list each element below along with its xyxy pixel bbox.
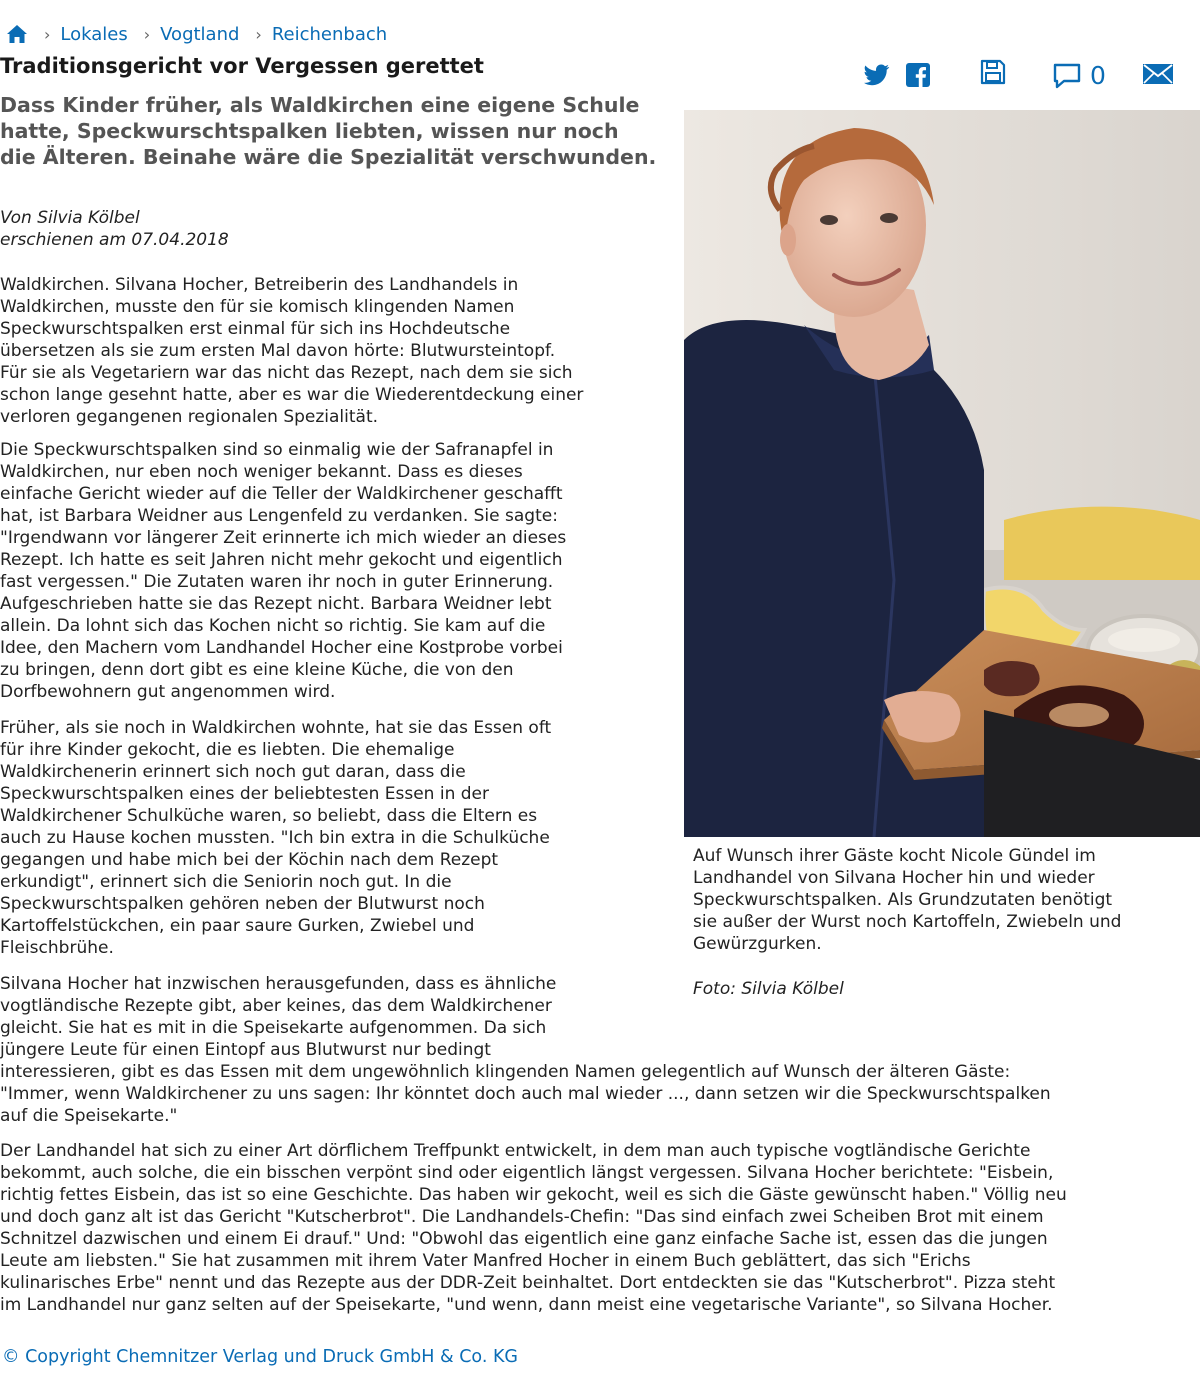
text-line: Waldkirchenerin erinnert sich noch gut daran, dass die	[0, 762, 466, 782]
text-line: Silvana Hocher hat inzwischen herausgefunden, dass es ähnliche	[0, 974, 557, 994]
caption-line: Landhandel von Silvana Hocher hin und wieder	[693, 868, 1095, 888]
twitter-share-button[interactable]	[864, 64, 890, 86]
text-line: verloren gegangenen regionalen Spezialität.	[0, 407, 379, 427]
caption-line: Auf Wunsch ihrer Gäste kocht Nicole Gündel im	[693, 846, 1096, 866]
comment-count: 0	[1090, 61, 1106, 90]
text-line: auch zu Hause kochen mussten. "Ich bin extra in die Schulküche	[0, 828, 550, 848]
text-line: übersetzen als sie zum ersten Mal davon hörte: Blutwursteintopf.	[0, 341, 556, 361]
breadcrumb	[6, 20, 401, 48]
paragraph-1	[0, 274, 583, 428]
text-line: auf die Speisekarte."	[0, 1106, 178, 1126]
mail-icon	[1142, 63, 1174, 85]
text-line: Waldkirchener Schulküche waren, so beliebt, dass die Eltern es	[0, 806, 538, 826]
publish-date: erschienen am 07.04.2018	[0, 230, 229, 250]
text-line: bekommt, auch solche, die ein bisschen verpönt sind oder eigentlich längst vergessen. Silvana Hocher berichtete: "Eisbein,	[0, 1163, 1054, 1183]
photo-illustration	[684, 110, 1200, 837]
text-line: gegangen und habe mich bei der Köchin nach dem Rezept	[0, 850, 499, 870]
photo-credit: Foto: Silvia Kölbel	[693, 979, 844, 999]
text-line: im Landhandel nur ganz selten auf der Speisekarte, "und wenn, dann meist eine vegetarische Variante", so Silvana Hocher.	[0, 1295, 1053, 1315]
article-meta	[0, 207, 229, 251]
comments-button[interactable]	[1052, 61, 1106, 90]
text-line: richtig fettes Eisbein, das ist so eine Geschichte. Das haben wir gekocht, weil es sich die Gäste gewünscht haben." Völlig neu	[0, 1185, 1067, 1205]
text-line: Kartoffelstückchen, ein paar saure Gurken, Zwiebel und	[0, 916, 475, 936]
text-line: "Irgendwann vor längerer Zeit erinnerte ich mich wieder an dieses	[0, 528, 567, 548]
facebook-share-button[interactable]	[906, 63, 930, 87]
article-photo[interactable]	[684, 110, 1200, 837]
text-line: gleicht. Sie hat es mit in die Speisekarte aufgenommen. Da sich	[0, 1018, 547, 1038]
text-line: "Immer, wenn Waldkirchener zu uns sagen: Ihr könntet doch auch mal wieder ..., dann setzen wir die Speckwurschtspalken	[0, 1084, 1051, 1104]
text-line: Speckwurschtspalken erst einmal für sich ins Hochdeutsche	[0, 319, 511, 339]
text-line: kulinarisches Erbe" nennt und das Rezepte aus der DDR-Zeit beinhaltet. Dort entdeckten sie das "Kutscherbrot". Pizza steht	[0, 1273, 1056, 1293]
text-line: Fleischbrühe.	[0, 938, 114, 958]
text-line: Der Landhandel hat sich zu einer Art dörflichem Treffpunkt entwickelt, in dem man auch typische vogtländische Gerichte	[0, 1141, 1031, 1161]
paragraph-5	[0, 1140, 1067, 1316]
text-line: erkundigt", erinnert sich die Seniorin noch gut. In die	[0, 872, 452, 892]
facebook-icon	[906, 63, 930, 87]
caption-line: Gewürzgurken.	[693, 934, 822, 954]
text-line: zu bringen, denn dort gibt es eine kleine Küche, die von den	[0, 660, 514, 680]
text-line: Waldkirchen. Silvana Hocher, Betreiberin des Landhandels in	[0, 275, 519, 295]
text-line: fast vergessen." Die Zutaten waren ihr noch in guter Erinnerung.	[0, 572, 554, 592]
share-toolbar	[860, 58, 1180, 94]
text-line: Die Speckwurschtspalken sind so einmalig wie der Safranapfel in	[0, 440, 554, 460]
breadcrumb-separator: ›	[44, 24, 51, 44]
paragraph-3	[0, 717, 551, 959]
text-line: Waldkirchen, nur eben noch weniger bekannt. Dass es dieses	[0, 462, 523, 482]
text-line: jüngere Leute für einen Eintopf aus Blutwurst nur bedingt	[0, 1040, 491, 1060]
text-line: Für sie als Vegetariern war das nicht das Rezept, nach dem sie sich	[0, 363, 573, 383]
save-icon	[980, 59, 1006, 85]
mail-share-button[interactable]	[1142, 63, 1174, 85]
home-icon[interactable]	[6, 24, 28, 44]
breadcrumb-link-vogtland[interactable]: Vogtland	[160, 23, 240, 45]
comment-icon	[1052, 62, 1082, 90]
text-line: einfache Gericht wieder auf die Teller der Waldkirchener geschafft	[0, 484, 563, 504]
text-line: Früher, als sie noch in Waldkirchen wohnte, hat sie das Essen oft	[0, 718, 552, 738]
text-line: Leute am liebsten." Sie hat zusammen mit ihrem Vater Manfred Hocher in einem Buch geblättert, das sich "Erichs	[0, 1251, 971, 1271]
text-line: und doch ganz alt ist das Gericht "Kutscherbrot". Die Landhandels-Chefin: "Das sind einfach zwei Scheiben Brot mit einem	[0, 1207, 1044, 1227]
text-line: allein. Da lohnt sich das Kochen nicht so richtig. Sie kam auf die	[0, 616, 546, 636]
text-line: Speckwurschtspalken gehören neben der Blutwurst noch	[0, 894, 485, 914]
text-line: Speckwurschtspalken eines der beliebtesten Essen in der	[0, 784, 489, 804]
text-line: Waldkirchen, musste den für sie komisch klingenden Namen	[0, 297, 515, 317]
text-line: vogtländische Rezepte gibt, aber keines, das dem Waldkirchener	[0, 996, 552, 1016]
text-line: hat, ist Barbara Weidner aus Lengenfeld zu verdanken. Sie sagte:	[0, 506, 558, 526]
breadcrumb-separator: ›	[143, 24, 151, 44]
copyright-footer[interactable]: © Copyright Chemnitzer Verlag und Druck GmbH & Co. KG	[2, 1347, 518, 1367]
text-line: Idee, den Machern vom Landhandel Hocher eine Kostprobe vorbei	[0, 638, 563, 658]
breadcrumb-link-reichenbach[interactable]: Reichenbach	[271, 23, 388, 45]
paragraph-4	[0, 973, 1051, 1127]
caption-line: sie außer der Wurst noch Kartoffeln, Zwiebeln und	[693, 912, 1122, 932]
text-line: Schnitzel dazwischen und einem Ei drauf." Und: "Obwohl das eigentlich eine ganz einfache Sache ist, essen das die jungen	[0, 1229, 1048, 1249]
paragraph-2	[0, 439, 566, 703]
text-line: interessieren, gibt es das Essen mit dem ungewöhnlich klingenden Namen gelegentlich auf Wunsch der älteren Gäste:	[0, 1062, 1011, 1082]
breadcrumb-link-lokales[interactable]: Lokales	[60, 23, 128, 45]
save-article-button[interactable]	[980, 59, 1006, 85]
breadcrumb-separator: ›	[255, 24, 262, 44]
text-line: schon lange gesehnt hatte, aber es war die Wiederentdeckung einer	[0, 385, 584, 405]
author-line: Von Silvia Kölbel	[0, 208, 140, 228]
twitter-icon	[864, 64, 890, 86]
text-line: Rezept. Ich hatte es seit Jahren nicht mehr gekocht und eigentlich	[0, 550, 563, 570]
article-lead: Dass Kinder früher, als Waldkirchen eine eigene Schule hatte, Speckwurschtspalken liebten, wissen nur noch die Älteren. Beinahe wäre die Spezialität verschwunden.	[0, 93, 657, 169]
text-line: Dorfbewohnern gut angenommen wird.	[0, 682, 336, 702]
text-line: Aufgeschrieben hatte sie das Rezept nicht. Barbara Weidner lebt	[0, 594, 552, 614]
text-line: für ihre Kinder gekocht, die es liebten. Die ehemalige	[0, 740, 455, 760]
caption-line: Speckwurschtspalken. Als Grundzutaten benötigt	[693, 890, 1113, 910]
article-title: Traditionsgericht vor Vergessen gerettet	[0, 54, 484, 78]
